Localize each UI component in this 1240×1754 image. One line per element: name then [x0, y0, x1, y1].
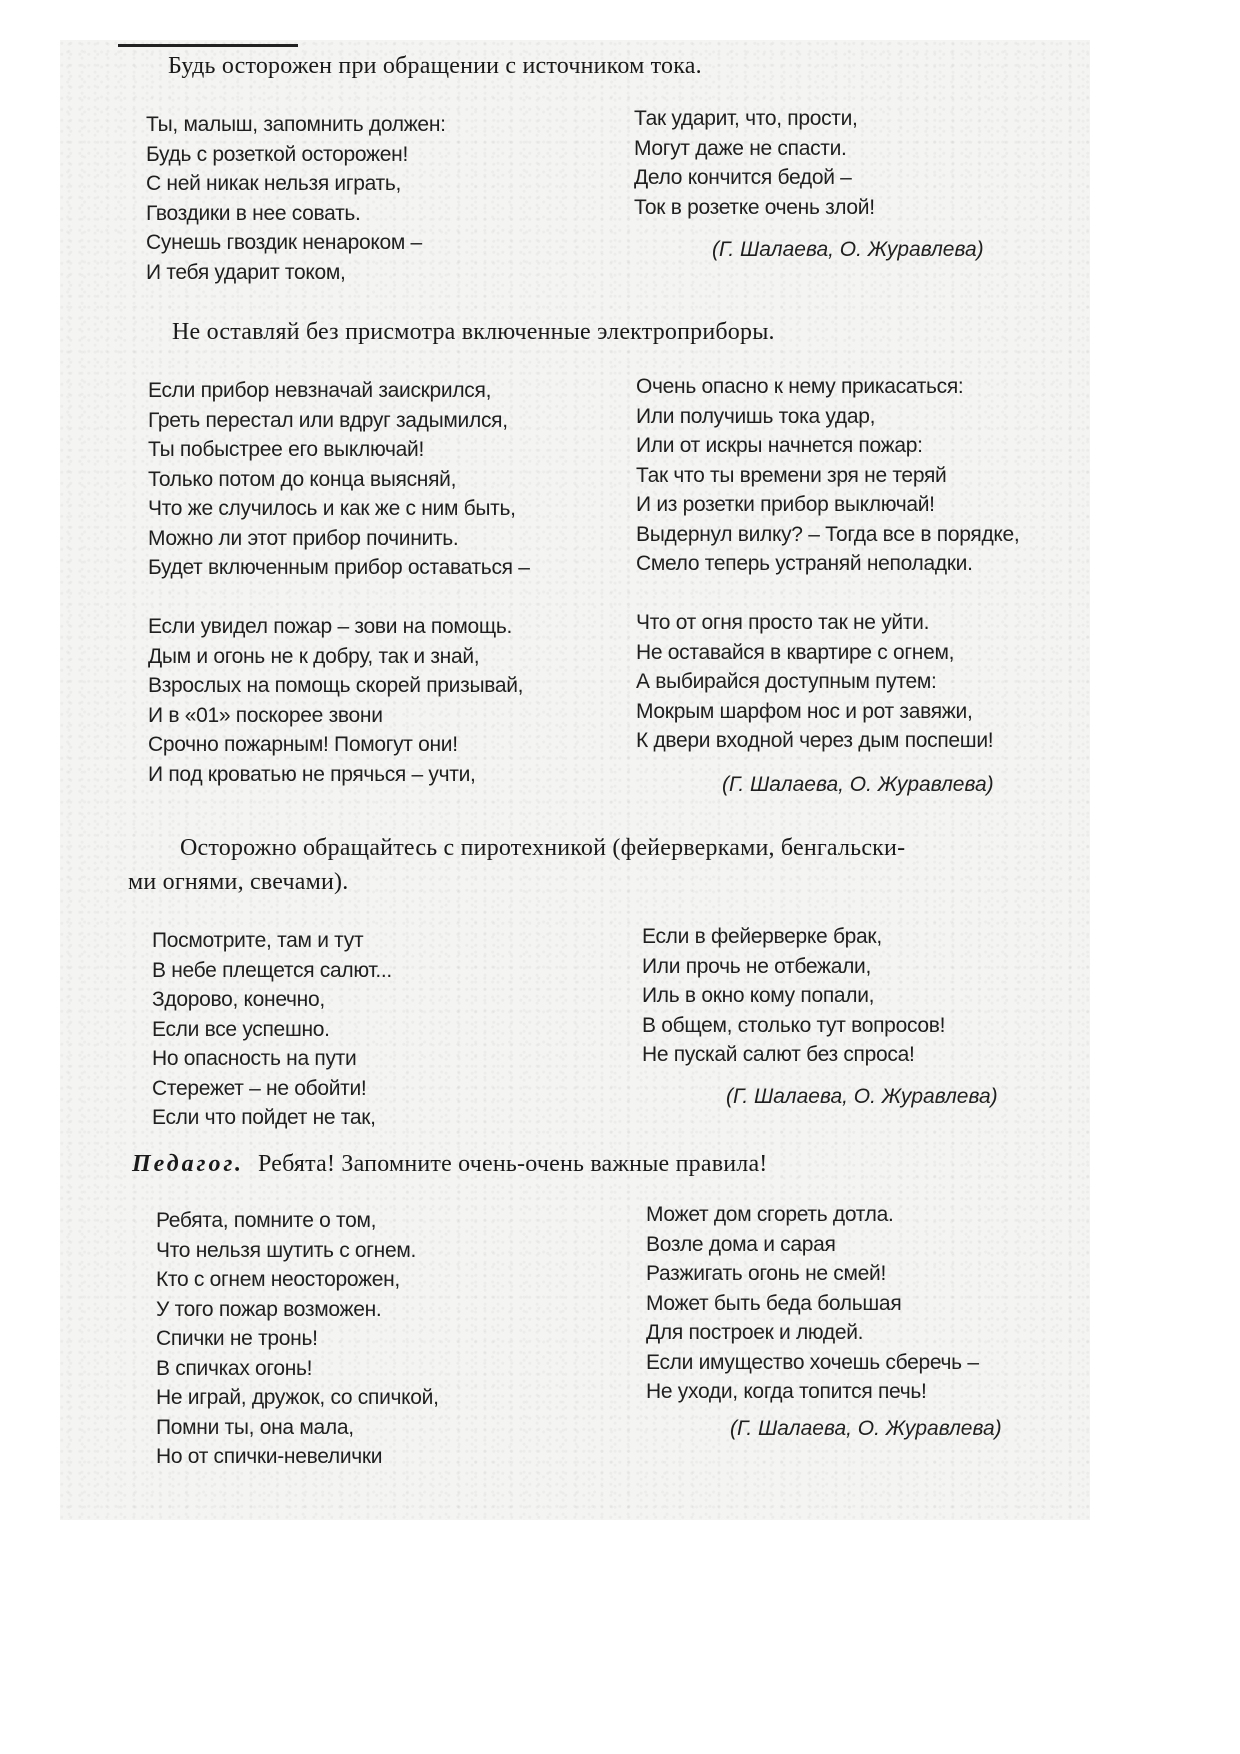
- section-4-attribution: (Г. Шалаева, О. Журавлева): [730, 1417, 1002, 1440]
- poem-line: Кто с огнем неосторожен,: [156, 1268, 400, 1291]
- poem-line: Смело теперь устраняй неполадки.: [636, 552, 973, 575]
- poem-line: Ты, малыш, запомнить должен:: [146, 113, 446, 136]
- poem-line: А выбирайся доступным путем:: [636, 670, 937, 693]
- poem-line: Если в фейерверке брак,: [642, 925, 882, 948]
- poem-line: И под кроватью не прячься – учти,: [148, 762, 476, 786]
- poem-line: Срочно пожарным! Помогут они!: [148, 733, 458, 756]
- section-3-title-line-2: ми огнями, свечами).: [128, 869, 349, 895]
- section-2-right-column: [636, 372, 1019, 756]
- poem-line: Что от огня просто так не уйти.: [636, 611, 930, 634]
- poem-line: Что же случилось и как же с ним быть,: [148, 497, 516, 520]
- section-3-right-column: [642, 922, 945, 1070]
- speaker-label: Педагог.: [132, 1151, 245, 1177]
- poem-line: Будь с розеткой осторожен!: [146, 142, 408, 166]
- poem-line: Можно ли этот прибор починить.: [148, 526, 459, 550]
- poem-line: Если имущество хочешь сберечь –: [646, 1350, 979, 1374]
- section-1-left-column: [146, 110, 446, 287]
- poem-line: Выдернул вилку? – Тогда все в порядке,: [636, 522, 1020, 546]
- poem-line: Будет включенным прибор оставаться –: [148, 556, 530, 579]
- poem-line: Не уходи, когда топится печь!: [646, 1380, 927, 1403]
- poem-line: Могут даже не спасти.: [634, 136, 847, 160]
- poem-line: Если что пойдет не так,: [152, 1106, 376, 1129]
- section-4-right-column: [646, 1200, 979, 1407]
- section-4-title-text: Ребята! Запомните очень-очень важные правила!: [258, 1151, 768, 1177]
- poem-line: У того пожар возможен.: [156, 1297, 382, 1321]
- poem-line: Для построек и людей.: [646, 1321, 864, 1344]
- poem-line: Ребята, помните о том,: [156, 1209, 377, 1232]
- poem-line: Сунешь гвоздик ненароком –: [146, 231, 422, 254]
- poem-line: Ты побыстрее его выключай!: [148, 438, 424, 461]
- poem-line: Спички не тронь!: [156, 1327, 318, 1350]
- poem-line: Разжигать огонь не смей!: [646, 1262, 886, 1285]
- section-2-left-column: [148, 376, 530, 789]
- poem-line: К двери входной через дым поспеши!: [636, 729, 994, 752]
- poem-line: В спичках огонь!: [156, 1356, 313, 1380]
- poem-line: Только потом до конца выясняй,: [148, 467, 457, 491]
- poem-line: Так ударит, что, прости,: [634, 107, 858, 130]
- poem-line: Что нельзя шутить с огнем.: [156, 1238, 417, 1262]
- poem-line: Если увидел пожар – зови на помощь.: [148, 615, 512, 638]
- poem-line: И из розетки прибор выключай!: [636, 493, 935, 516]
- poem-line: Иль в окно кому попали,: [642, 984, 875, 1007]
- poem-line: Ток в розетке очень злой!: [634, 195, 875, 219]
- poem-line: Стережет – не обойти!: [152, 1076, 367, 1100]
- section-3-title-line-1: Осторожно обращайтесь с пиротехникой (фейерверками, бенгальски-: [180, 835, 906, 861]
- poem-line: Может дом сгореть дотла.: [646, 1203, 894, 1226]
- section-4-title: [132, 1148, 768, 1180]
- poem-line: Мокрым шарфом нос и рот завяжи,: [636, 699, 973, 723]
- poem-line: Не оставайся в квартире с огнем,: [636, 640, 955, 664]
- poem-line: Гвоздики в нее совать.: [146, 201, 361, 225]
- poem-line: Если все успешно.: [152, 1017, 330, 1041]
- poem-line: Греть перестал или вдруг задымился,: [148, 408, 508, 432]
- section-1-title: Будь осторожен при обращении с источником тока.: [168, 53, 702, 79]
- poem-line: Дым и огонь не к добру, так и знай,: [148, 644, 480, 668]
- poem-line: Но от спички-невелички: [156, 1445, 383, 1468]
- poem-line: Не пускай салют без спроса!: [642, 1043, 915, 1066]
- poem-line: В общем, столько тут вопросов!: [642, 1013, 946, 1037]
- poem-line: Здорово, конечно,: [152, 988, 325, 1011]
- stanza-gap: [148, 583, 530, 613]
- poem-line: Взрослых на помощь скорей призывай,: [148, 674, 524, 697]
- poem-line: Если прибор невзначай заискрился,: [148, 379, 492, 402]
- poem-line: Очень опасно к нему прикасаться:: [636, 375, 964, 398]
- section-1-right-column: [634, 104, 875, 222]
- poem-line: Возле дома и сарая: [646, 1232, 836, 1256]
- section-1-attribution: (Г. Шалаева, О. Журавлева): [712, 238, 984, 261]
- poem-line: Или получишь тока удар,: [636, 404, 876, 428]
- poem-line: Может быть беда большая: [646, 1291, 902, 1315]
- poem-line: Дело кончится бедой –: [634, 166, 852, 189]
- poem-line: И тебя ударит током,: [146, 260, 346, 284]
- poem-line: Или прочь не отбежали,: [642, 954, 872, 978]
- poem-line: С ней никак нельзя играть,: [146, 172, 402, 195]
- section-3-left-column: [152, 926, 392, 1133]
- section-4-left-column: [156, 1206, 439, 1472]
- poem-line: В небе плещется салют...: [152, 958, 392, 982]
- poem-line: Так что ты времени зря не теряй: [636, 463, 947, 487]
- top-rule: [118, 44, 298, 47]
- section-2-title: Не оставляй без присмотра включенные электроприборы.: [172, 319, 775, 345]
- stanza-gap: [636, 579, 1019, 609]
- poem-line: И в «01» поскорее звони: [148, 703, 383, 727]
- poem-line: Или от искры начнется пожар:: [636, 434, 923, 457]
- poem-line: Помни ты, она мала,: [156, 1415, 354, 1439]
- poem-line: Но опасность на пути: [152, 1047, 357, 1070]
- section-3-attribution: (Г. Шалаева, О. Журавлева): [726, 1085, 998, 1108]
- poem-line: Посмотрите, там и тут: [152, 929, 364, 952]
- section-2-attribution: (Г. Шалаева, О. Журавлева): [722, 773, 994, 796]
- poem-line: Не играй, дружок, со спичкой,: [156, 1386, 439, 1409]
